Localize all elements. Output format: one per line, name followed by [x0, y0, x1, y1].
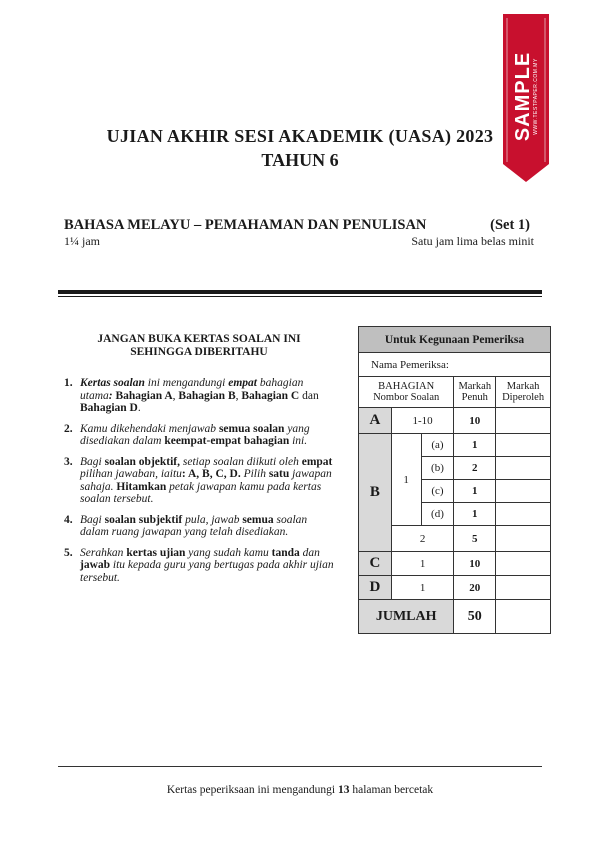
column-header-line: Markah — [506, 381, 540, 392]
instruction-text: Bahagian B — [178, 389, 236, 402]
instruction-text: Hitamkan — [116, 480, 167, 493]
instruction-text: pilihan jawaban, iaitu — [80, 468, 182, 480]
sub-question-label: (c) — [421, 480, 454, 503]
column-header-line: Markah — [458, 381, 492, 392]
instruction-text: Bahagian D — [80, 402, 138, 414]
marks-obtained-cell[interactable] — [496, 434, 551, 457]
sub-question-label: (a) — [421, 434, 454, 457]
instruction-text: keempat-empat bahagian — [164, 435, 290, 447]
column-header-line: BAHAGIAN — [378, 381, 435, 392]
instruction-text: itu kepada guru yang bertugas pada akhir ujian tersebut. — [80, 559, 334, 584]
total-full-marks: 50 — [454, 600, 496, 634]
total-obtained-cell[interactable] — [496, 600, 551, 634]
column-header-line: Nombor Soalan — [373, 392, 440, 403]
page-count-note — [60, 784, 540, 796]
exam-title: UJIAN AKHIR SESI AKADEMIK (UASA) 2023 — [106, 126, 494, 146]
instruction-text: soalan subjektif — [104, 513, 183, 526]
question-number: 1 — [391, 434, 421, 526]
header-rule-thick — [58, 290, 542, 294]
instruction-text: Pilih — [240, 468, 269, 480]
full-marks: 10 — [454, 552, 496, 576]
page-count: 13 — [338, 784, 350, 796]
footer-rule — [58, 766, 542, 767]
question-number: 2 — [391, 526, 454, 552]
marks-obtained-cell[interactable] — [496, 457, 551, 480]
total-label: JUMLAH — [359, 600, 454, 634]
instruction-text: jawab — [80, 559, 111, 571]
column-header-section — [359, 377, 454, 408]
instruction-text: empat — [301, 455, 333, 468]
instruction-text: soalan objektif, — [104, 455, 181, 468]
full-marks: 2 — [454, 457, 496, 480]
instruction-text: bahagian utama — [80, 377, 304, 402]
instruction-text: , — [235, 389, 242, 402]
examiner-score-table — [358, 326, 551, 634]
sub-question-label: (b) — [421, 457, 454, 480]
examiner-name-label: Nama Pemeriksa: — [359, 353, 551, 377]
question-range: 1-10 — [391, 408, 454, 434]
instruction-text: Bagi — [80, 513, 105, 526]
instruction-text: dan — [299, 389, 319, 402]
instruction-number: 3. — [64, 455, 73, 468]
table-title: Untuk Kegunaan Pemeriksa — [359, 327, 551, 353]
sample-watermark: SAMPLE — [512, 51, 535, 141]
instruction-item — [64, 514, 338, 539]
footer-text: Kertas peperiksaan ini mengandungi — [166, 784, 338, 796]
warning-line: SEHINGGA DIBERITAHU — [130, 346, 268, 358]
column-header-full-marks — [454, 377, 496, 408]
full-marks: 10 — [454, 408, 496, 434]
instruction-text: jawapan sahaja. — [80, 468, 332, 493]
instruction-text: kertas ujian — [126, 546, 186, 559]
instruction-text: Bagi — [80, 455, 105, 468]
instruction-text: Kamu dikehendaki menjawab — [80, 422, 219, 435]
warning-line: JANGAN BUKA KERTAS SOALAN INI — [97, 333, 301, 345]
full-marks: 1 — [454, 434, 496, 457]
instruction-text: semua soalan — [218, 422, 285, 435]
instruction-number: 1. — [64, 377, 73, 389]
instruction-item — [64, 423, 338, 448]
year-level: TAHUN 6 — [261, 150, 339, 170]
section-label-d: D — [359, 576, 392, 600]
marks-obtained-cell[interactable] — [496, 408, 551, 434]
full-marks: 1 — [454, 480, 496, 503]
instruction-text: dan — [299, 546, 320, 559]
duration: 1¼ jam — [64, 234, 100, 248]
instruction-text: yang disediakan dalam — [80, 422, 310, 447]
instruction-text: petak jawapan kamu pada kertas soalan tersebut. — [80, 480, 322, 505]
instructions-list — [64, 377, 338, 592]
instruction-number: 4. — [64, 513, 73, 526]
instruction-text: pula, jawab — [182, 513, 243, 526]
instruction-text: ini. — [289, 435, 308, 447]
marks-obtained-cell[interactable] — [496, 576, 551, 600]
instruction-text: : — [108, 389, 116, 402]
sample-url: WWW.TESTPAPER.COM.MY — [533, 57, 540, 135]
instruction-text: Bahagian A — [115, 389, 173, 402]
instruction-text: semua — [242, 513, 274, 526]
marks-obtained-cell[interactable] — [496, 503, 551, 526]
column-header-line: Penuh — [461, 392, 488, 403]
instruction-text: setiap soalan diikuti oleh — [180, 455, 302, 468]
instruction-text: : A, B, C, D. — [181, 468, 241, 480]
column-header-line: Diperoleh — [502, 392, 545, 403]
section-label-a: A — [359, 408, 392, 434]
instruction-text: empat — [228, 377, 257, 389]
duration-words: Satu jam lima belas minit — [411, 234, 534, 248]
marks-obtained-cell[interactable] — [496, 480, 551, 503]
footer-text: halaman bercetak — [349, 784, 434, 796]
marks-obtained-cell[interactable] — [496, 552, 551, 576]
question-number: 1 — [391, 576, 454, 600]
instruction-text: Serahkan — [80, 546, 127, 559]
instruction-text: . — [137, 402, 141, 414]
subject-title: BAHASA MELAYU – PEMAHAMAN DAN PENULISAN — [64, 217, 427, 233]
warning-notice — [64, 333, 334, 359]
instruction-item — [64, 547, 338, 585]
instruction-text: satu — [268, 468, 290, 480]
sub-question-label: (d) — [421, 503, 454, 526]
question-number: 1 — [391, 552, 454, 576]
section-label-c: C — [359, 552, 392, 576]
full-marks: 1 — [454, 503, 496, 526]
instruction-number: 5. — [64, 546, 73, 559]
header-rule-thin — [58, 296, 542, 297]
instruction-text: Kertas soalan — [80, 377, 145, 389]
instruction-text: , — [172, 389, 179, 402]
instruction-text: yang sudah kamu — [185, 546, 272, 559]
instruction-number: 2. — [64, 422, 73, 435]
instruction-text: Bahagian C — [241, 389, 300, 402]
set-label: (Set 1) — [490, 217, 530, 233]
full-marks: 20 — [454, 576, 496, 600]
instruction-item — [64, 456, 338, 506]
instruction-text: tanda — [271, 546, 300, 559]
section-label-b: B — [359, 434, 392, 552]
instruction-item — [64, 377, 338, 415]
full-marks: 5 — [454, 526, 496, 552]
instruction-text: ini mengandungi — [144, 377, 229, 389]
instruction-text: soalan dalam ruang jawapan yang telah disediakan. — [80, 513, 308, 538]
column-header-marks-obtained — [496, 377, 551, 408]
marks-obtained-cell[interactable] — [496, 526, 551, 552]
